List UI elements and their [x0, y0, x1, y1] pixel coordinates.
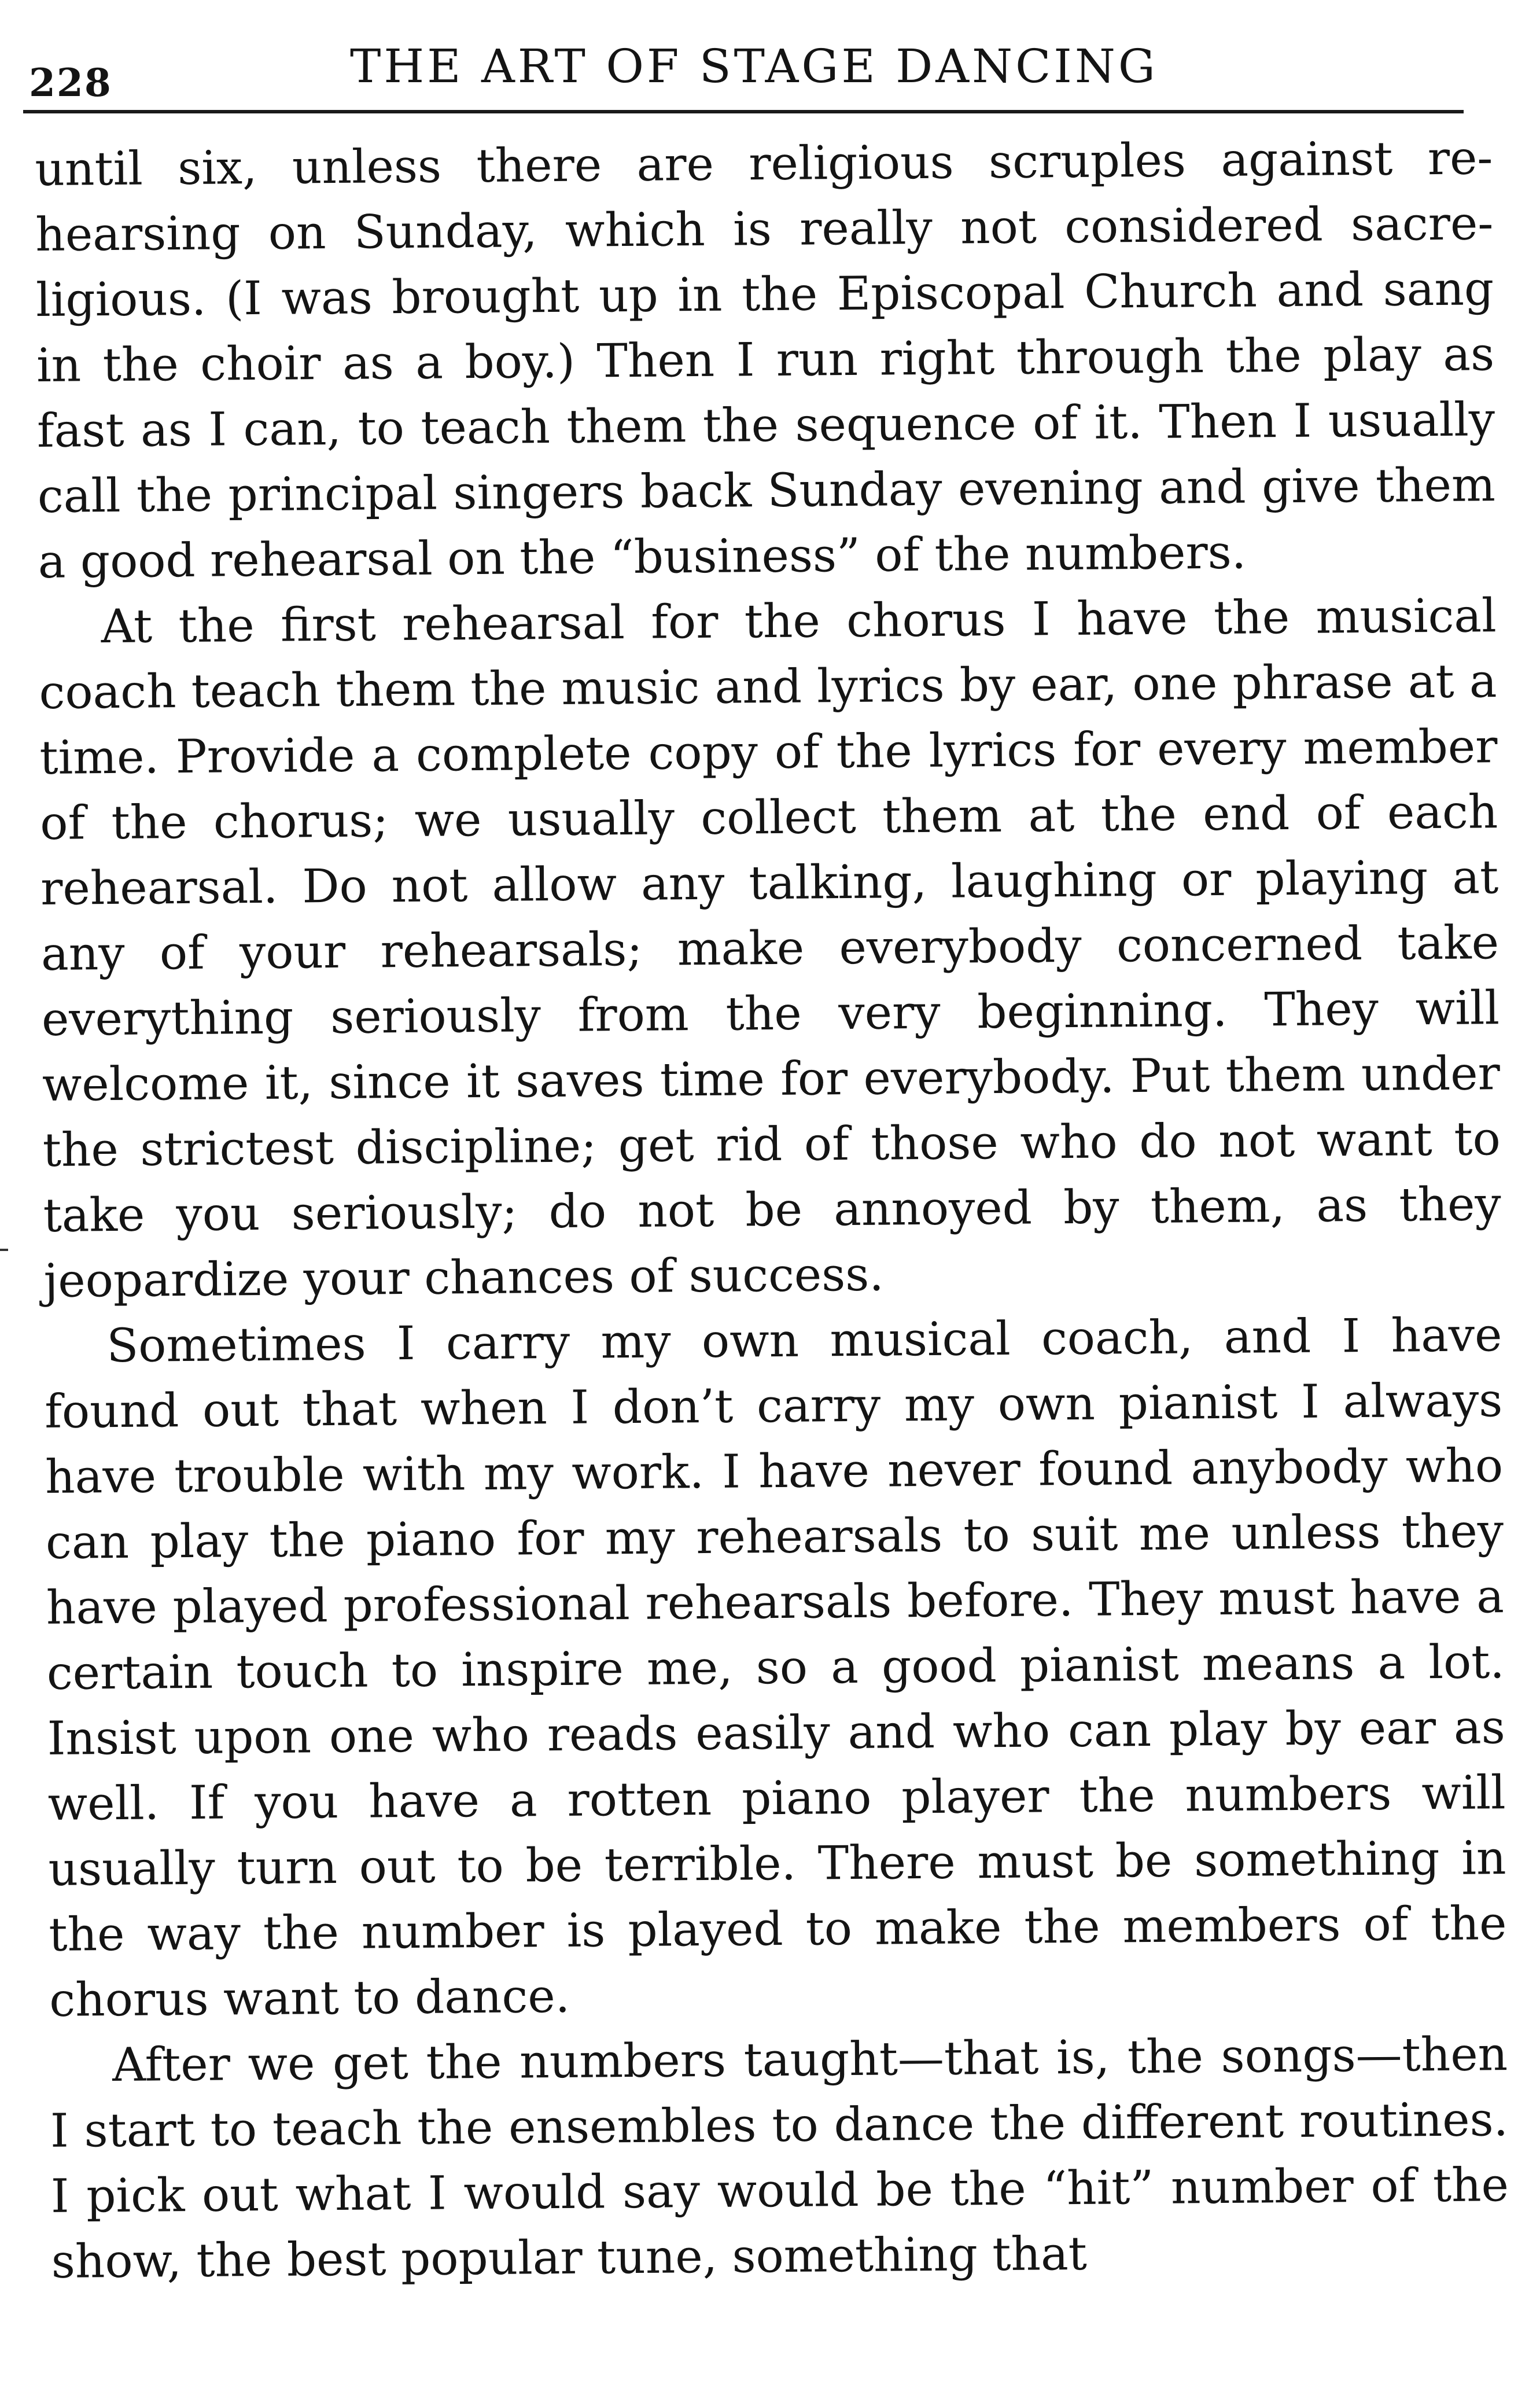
header-rule: [23, 110, 1464, 113]
paragraph-4: After we get the numbers taught—that is, the songs—then I start to teach the ensembles to dance the different routines. I pick out what I would say would be the “hit” number of the show, the best popular tune, something that: [50, 2027, 1509, 2289]
paragraph-1: until six, unless there are religious scruples against rehearsing on Sunday, which is really not considered sacreligious. (I was brought up in the Episcopal Church and sang in the choir as a boy.) Then I run right through the play as fast as I can, to teach them the sequence of it. Then I usually call the principal singers back Sunday evening and give them a good rehearsal on the “business” of the numbers.: [35, 131, 1496, 588]
paragraph-3: Sometimes I carry my own musical coach, and I have found out that when I don’t carry my own pianist I always have trouble with my work. I have never found anybody who can play the piano for my rehearsals to suit me unless they have played professional rehearsals before. They must have a certain touch to inspire me, so a good pianist means a lot. Insist upon one who reads easily and who can play by ear as well. If you have a rotten piano player the numbers will usually turn out to be terrible. There must be something in the way the number is played to make the members of the chorus want to dance.: [44, 1308, 1507, 2027]
paragraph-2: At the first rehearsal for the chorus I have the musical coach teach them the music and lyrics by ear, one phrase at a time. Provide a complete copy of the lyrics for every member of the chorus; we usually collect them at the end of each rehearsal. Do not allow any talking, laughing or playing at any of your rehearsals; make everybody concerned take everything seriously from the very beginning. They will welcome it, since it saves time for everybody. Put them under the strictest discipline; get rid of those who do not want to take you seriously; do not be annoyed by them, as they jeopardize your chances of success.: [39, 588, 1501, 1308]
body-text: [35, 125, 1509, 2294]
running-title: THE ART OF STAGE DANCING: [350, 39, 1158, 93]
page-header: [29, 35, 1458, 122]
page-number: 228: [29, 60, 112, 105]
margin-mark: [0, 1249, 8, 1251]
